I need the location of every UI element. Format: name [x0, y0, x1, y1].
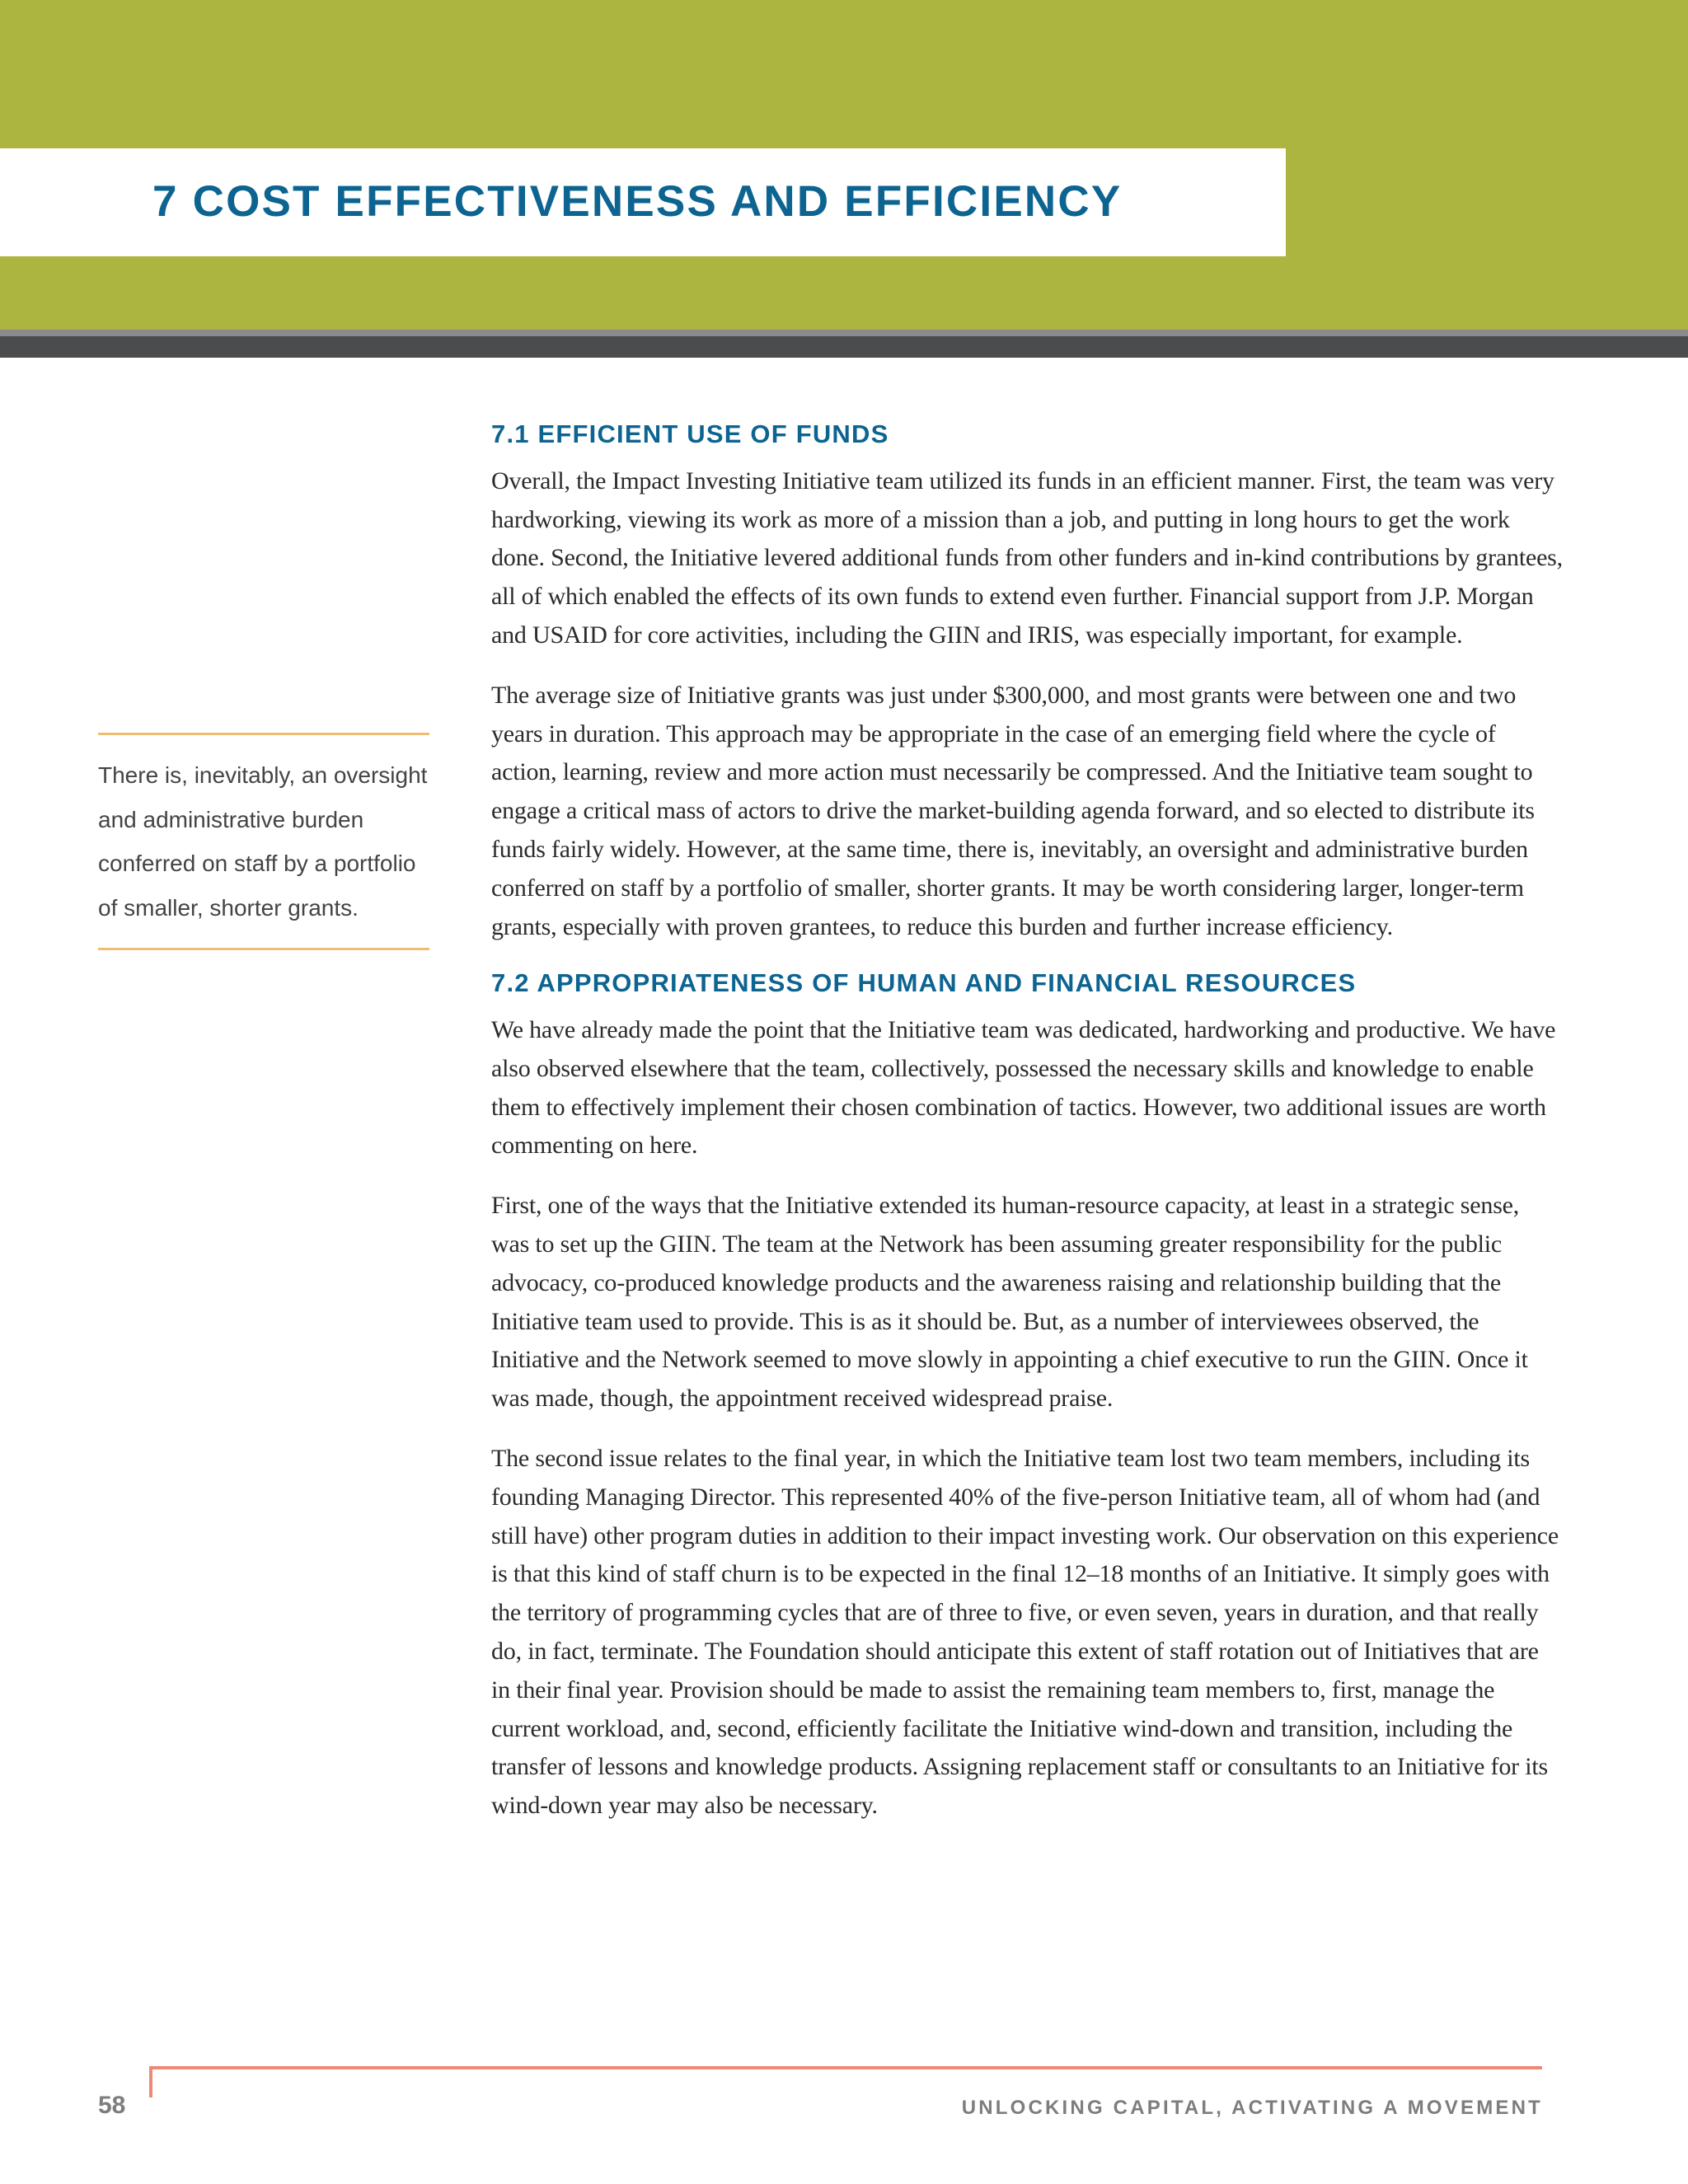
- pull-quote-text: There is, inevitably, an oversight and administrative burden conferred on staff by a portfolio of smaller, shorter grants.: [98, 762, 428, 921]
- body-paragraph: First, one of the ways that the Initiative extended its human-resource capacity, at least in a strategic sense, was to set up the GIIN. The team at the Network has been assuming greater responsibility for the public advocacy, co-produced knowledge products and the awareness raising and relationship building that the Initiative team used to provide. This is as it should be. But, as a number of interviewees observed, the Initiative and the Network seemed to move slowly in appointing a chief executive to run the GIIN. Once it was made, though, the appointment received widespread praise.: [491, 1192, 1528, 1413]
- header-divider: [0, 336, 1688, 358]
- pull-quote: [98, 733, 429, 950]
- chapter-title: 7 COST EFFECTIVENESS AND EFFICIENCY: [152, 177, 1123, 226]
- section-heading-7-2: 7.2 APPROPRIATENESS OF HUMAN AND FINANCIAL RESOURCES: [491, 968, 1357, 998]
- body-paragraph: The average size of Initiative grants was just under $300,000, and most grants were between one and two years in duration. This approach may be appropriate in the case of an emerging field where the cycle of action, learning, review and more action must necessarily be compressed. And the Initiative team sought to engage a critical mass of actors to drive the market-building agenda forward, and so elected to distribute its funds fairly widely. However, at the same time, there is, inevitably, an oversight and administrative burden conferred on staff by a portfolio of smaller, shorter grants. It may be worth considering larger, longer-term grants, especially with proven grantees, to reduce this burden and further increase efficiency.: [491, 681, 1535, 940]
- running-footer-title: UNLOCKING CAPITAL, ACTIVATING A MOVEMENT: [961, 2097, 1543, 2119]
- footer-rule-tick: [149, 2066, 152, 2097]
- footer-rule: [149, 2066, 1542, 2069]
- body-paragraph: Overall, the Impact Investing Initiative team utilized its funds in an efficient manner. First, the team was very hardworking, viewing its work as more of a mission than a job, and putting in long hours to get the work done. Second, the Initiative levered additional funds from other funders and in-kind contributions by grantees, all of which enabled the effects of its own funds to extend even further. Financial support from J.P. Morgan and USAID for core activities, including the GIIN and IRIS, was especially important, for example.: [491, 466, 1563, 649]
- section-heading-7-1: 7.1 EFFICIENT USE OF FUNDS: [491, 419, 889, 448]
- header-divider-light: [0, 330, 1688, 336]
- page-number: 58: [98, 2092, 126, 2119]
- body-paragraph: The second issue relates to the final year, in which the Initiative team lost two team members, including its founding Managing Director. This represented 40% of the five-person Initiative team, all of whom had (and still have) other program duties in addition to their impact investing work. Our observation on this experience is that this kind of staff churn is to be expected in the final 12–18 months of an Initiative. It simply goes with the territory of programming cycles that are of three to five, or even seven, years in duration, and that really do, in fact, terminate. The Foundation should anticipate this extent of staff rotation out of Initiatives that are in their final year. Provision should be made to assist the remaining team members to, first, manage the current workload, and, second, efficiently facilitate the Initiative wind-down and transition, including the transfer of lessons and knowledge products. Assigning replacement staff or consultants to an Initiative for its wind-down year may also be necessary.: [491, 1445, 1559, 1820]
- body-paragraph: We have already made the point that the Initiative team was dedicated, hardworking and productive. We have also observed elsewhere that the team, collectively, possessed the necessary skills and knowledge to enable them to effectively implement their chosen combination of tactics. However, two additional issues are worth commenting on here.: [491, 1016, 1556, 1160]
- main-text-column: [491, 419, 1563, 1847]
